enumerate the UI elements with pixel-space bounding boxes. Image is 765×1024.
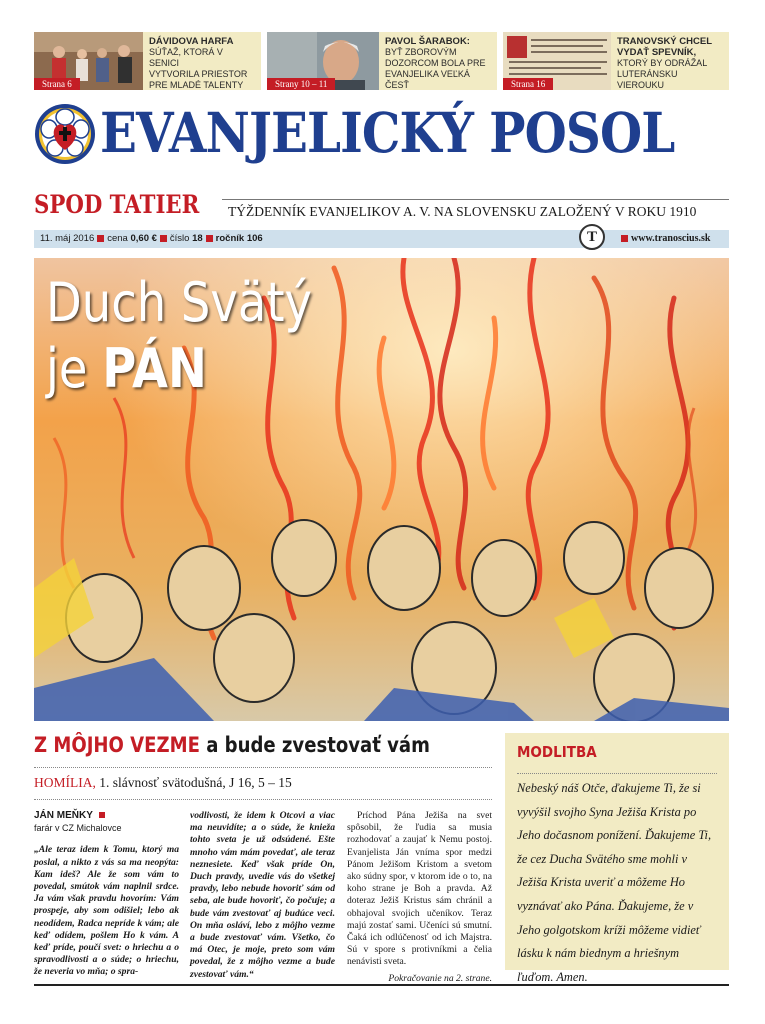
headline-red: Z MÔJHO VEZME xyxy=(34,733,200,757)
teaser-text-tranovsky[interactable] xyxy=(611,32,729,90)
teaser-line: EVANJELIKA VEĽKÁ ČESŤ xyxy=(385,69,470,90)
hero-title-line1: Duch Svätý xyxy=(46,271,313,334)
homilia-line xyxy=(34,775,292,791)
red-square-icon xyxy=(621,235,628,242)
scripture-text-1: „Ale teraz idem k Tomu, ktorý ma poslal, a nikto z vás sa ma neopýta: Kam ideš? Ale že som vám to povedal, smútok vám naplnil srdce. Ja vám však pravdu hovorím: Vám prospeje, aby som odišiel; lebo ak neodídem, Radca nepríde k vám; ale keď odídem, pošlem Ho k vám. A keď príde, poučí svet: o hriechu a o spravodlivosti a o súde; o hriechu, že neveria vo mňa; o spra- xyxy=(34,844,179,978)
article-column-2 xyxy=(190,810,335,981)
author-name xyxy=(34,810,179,822)
teaser-page-badge: Strana 16 xyxy=(503,78,553,90)
teaser-line: PRE MLADÉ TALENTY xyxy=(149,80,244,90)
article-headline xyxy=(34,733,430,757)
homilia-divider xyxy=(34,799,492,800)
hero-image xyxy=(34,258,729,721)
red-square-icon xyxy=(99,812,105,818)
issue-number: 18 xyxy=(192,233,203,244)
prayer-divider xyxy=(517,773,717,774)
luther-rose-logo xyxy=(34,103,96,165)
prayer-text: Nebeský náš Otče, ďakujeme Ti, že si vyvýšil svojho Syna Ježiša Krista po Jeho dočasnom ponížení. Ďakujeme Ti, že cez Ducha Svätého sme mohli v Ježiša Krista uveriť a môžeme Ho vyznávať ako Pána. Ďakujeme, že v Jeho golgotskom kríži môžeme vidieť lásku k nám biednym a hriešnym ľuďom. Amen. xyxy=(517,781,712,984)
number-label: číslo xyxy=(169,233,190,244)
year-label: ročník xyxy=(215,233,245,244)
teaser-text-harfa[interactable] xyxy=(143,32,261,90)
hero-title-je: je xyxy=(46,337,88,400)
website-url: www.tranoscius.sk xyxy=(631,233,711,244)
red-square-icon xyxy=(97,235,104,242)
issue-date: 11. máj 2016 xyxy=(40,233,95,244)
teaser-line: KTORÝ BY ODRÁŽAL xyxy=(617,58,708,68)
tagline-divider xyxy=(222,199,729,200)
prayer-box xyxy=(505,733,729,984)
teaser-line: DOZORCOM BOLA PRE xyxy=(385,58,486,68)
teaser-page-badge: Strana 6 xyxy=(34,78,80,90)
masthead-subtitle: SPOD TATIER xyxy=(34,190,200,219)
teaser-line: LUTERÁNSKU VIEROUKU xyxy=(617,69,678,90)
issue-info-bar xyxy=(34,230,729,248)
author-name-text: JÁN MEŇKY xyxy=(34,810,93,821)
teaser-line: SÚŤAŽ, KTORÁ V SENICI xyxy=(149,47,223,68)
hero-title-pan: PÁN xyxy=(102,337,207,400)
scripture-text-2: vodlivosti, že idem k Otcovi a viac ma neuvidíte; a o súde, že knieža tohto sveta je už odsúdené. Ešte mnoho vám mám povedať, ale teraz neznesiete. Keď však príde On, Duch pravdy, uvedie vás do všetkej pravdy, lebo nebude hovoriť sám od seba, ale bude hovoriť, čo počuje; a bude vám zvestovať aj budúce veci. On mňa osláví, lebo z môjho vezme a bude zvestovať vám. Všetko, čo má Otec, je moje, preto som vám povedal, že z môjho vezme a bude zvestovať vám.“ xyxy=(190,810,335,980)
teaser-title: PAVOL ŠARABOK: xyxy=(385,36,470,47)
teaser-text-sarabok[interactable] xyxy=(379,32,497,90)
teaser-photo-tranovsky[interactable] xyxy=(503,32,611,90)
author-role: farár v CZ Michalovce xyxy=(34,823,122,834)
teaser-line: VYTVORILA PRIESTOR xyxy=(149,69,248,79)
red-square-icon xyxy=(160,235,167,242)
issue-price: 0,60 € xyxy=(130,233,157,244)
teaser-line: BYŤ ZBOROVÝM xyxy=(385,47,457,57)
masthead-tagline: TÝŽDENNÍK EVANJELIKOV A. V. NA SLOVENSKU ZALOŽENÝ V ROKU 1910 xyxy=(228,204,697,219)
homilia-label: HOMÍLIA, xyxy=(34,775,96,790)
article-column-1 xyxy=(34,810,179,979)
headline-divider xyxy=(34,767,492,768)
prayer-title: MODLITBA xyxy=(517,743,597,761)
homilia-reference: 1. slávnosť svätodušná, J 16, 5 – 15 xyxy=(99,775,292,790)
teaser-photo-harfa[interactable] xyxy=(34,32,143,90)
headline-black: a bude zvestovať vám xyxy=(206,733,430,757)
red-square-icon xyxy=(206,235,213,242)
article-body: Príchod Pána Ježiša na svet spôsobil, že ľudia sa musia rozhodovať a zaujať k Nemu postoj. Evanjelista Ján vníma spor medzi Pánom Ježišom Kristom a svetom ako súdny spor, v ktorom ide o to, na koho strane je Boh a pravda. Až doteraz Ježiš Kristus sám chránil a obhajoval svojich učeníkov. Teraz majú zostať sami. Učeníci sú smutní. Čaká ich odlúčenosť od ich Majstra. Sú v spore s protivníkmi a čelia nenávisti sveta. xyxy=(347,810,492,968)
masthead-title: EVANJELICKÝ POSOL xyxy=(100,100,675,165)
issue-details xyxy=(40,230,263,248)
page-bottom-rule xyxy=(34,984,729,986)
issue-year: 106 xyxy=(246,233,263,244)
price-label: cena xyxy=(107,233,128,244)
teaser-photo-sarabok[interactable] xyxy=(267,32,379,90)
teaser-title: DÁVIDOVA HARFA xyxy=(149,36,234,47)
article-column-3 xyxy=(347,810,492,985)
teaser-title: TRANOVSKÝ CHCEL xyxy=(617,36,713,47)
continued-note[interactable]: Pokračovanie na 2. strane. xyxy=(388,972,492,984)
website-link[interactable] xyxy=(618,230,710,248)
teaser-page-badge: Strany 10 – 11 xyxy=(267,78,335,90)
hero-title-line2 xyxy=(46,338,207,400)
teaser-title: VYDAŤ SPEVNÍK, xyxy=(617,47,697,58)
tranoscius-logo: T xyxy=(579,224,605,250)
